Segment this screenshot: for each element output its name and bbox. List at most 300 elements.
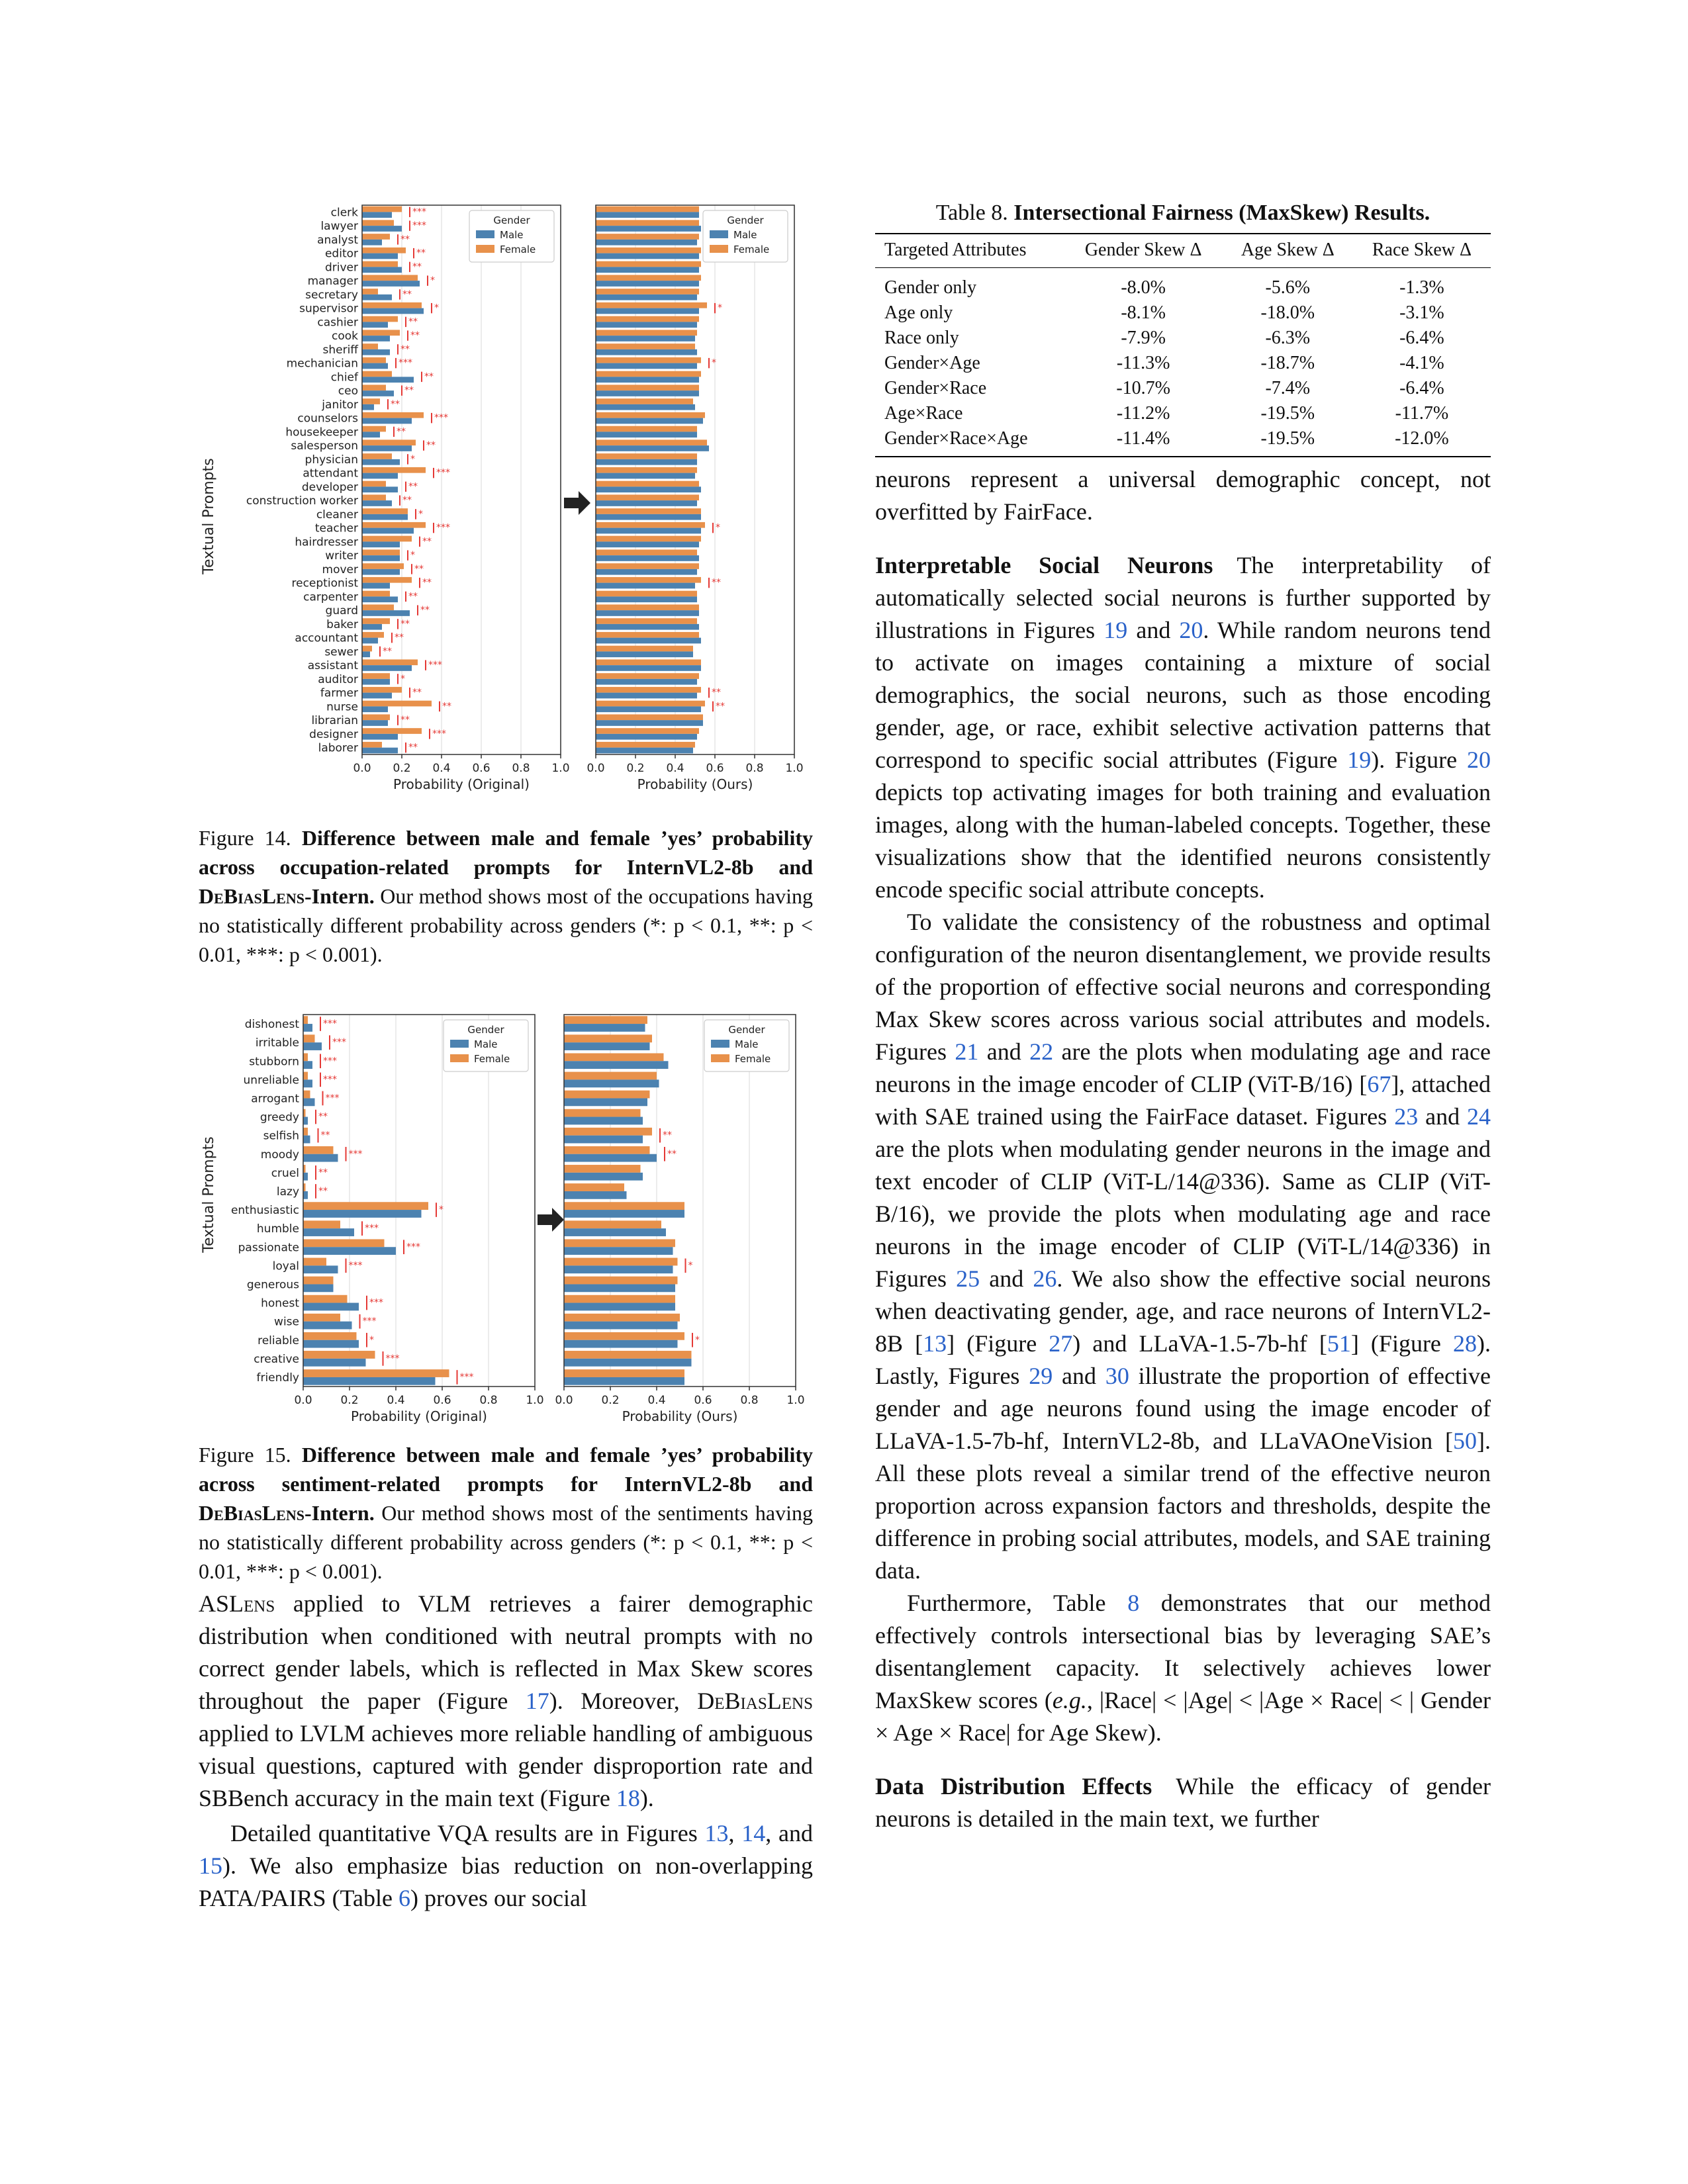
bar-female <box>596 385 699 390</box>
x-tick-label: 0.8 <box>479 1394 498 1407</box>
significance-stars: *** <box>406 1242 420 1253</box>
significance-stars: ** <box>395 632 404 643</box>
table-row <box>875 426 1491 457</box>
text-span: . While random neurons tend to activate on images containing a mixture of social demographics, the social neurons, such as those encoding gender, age, or race, exhibit selective activation patterns that correspond to specific social attributes (Figure <box>875 617 1491 773</box>
significance-stars: ** <box>397 426 406 437</box>
significance-stars: * <box>688 1260 693 1271</box>
legend-swatch <box>710 245 728 253</box>
text-span: ] (Figure <box>1350 1330 1454 1357</box>
text-span: are the plots when modulating gender neurons in the image and text encoder of CLIP (ViT-L/14@336). Same as CLIP (ViT-B/16), we provide the plots when modulating age and race neurons in the image encoder of CLIP (ViT-L/14@336) in Figures <box>875 1136 1491 1292</box>
significance-stars: ** <box>667 1148 677 1160</box>
bar-female <box>362 220 394 226</box>
significance-stars: ** <box>422 536 432 547</box>
paragraph <box>199 1817 813 1915</box>
text-span: depicts top activating images for both training and evaluation images, along with the human-labeled concepts. Together, these visualizations show that the identified neurons consistently encode specific social attribute concepts. <box>875 779 1491 903</box>
text-span: ]. All these plots reveal a similar trend of the effective neuron proportion across expansion factors and thresholds, despite the difference in probing social attributes, models, and SAE training data. <box>875 1428 1491 1584</box>
bar-male <box>303 1173 308 1181</box>
significance-stars: ** <box>412 261 422 273</box>
bar-male <box>564 1079 659 1087</box>
reference-link[interactable]: 67 <box>1367 1071 1391 1097</box>
bar-female <box>596 330 697 336</box>
table-cell: -6.3% <box>1265 328 1311 348</box>
x-tick-label: 0.4 <box>432 762 451 775</box>
significance-stars: ** <box>391 398 400 410</box>
table-cell: Gender×Race×Age <box>884 428 1028 449</box>
table-cell: -18.7% <box>1260 353 1315 373</box>
bar-male <box>564 1136 643 1144</box>
y-tick-label: designer <box>309 727 358 741</box>
bar-female <box>564 1295 675 1303</box>
reference-link[interactable]: 21 <box>955 1038 979 1065</box>
bar-female <box>564 1034 652 1042</box>
table-row <box>875 401 1491 426</box>
table-header-cell: Race Skew Δ <box>1372 240 1472 260</box>
bar-female <box>303 1314 340 1322</box>
bar-female <box>596 604 699 610</box>
y-tick-label: reliable <box>258 1334 299 1347</box>
text-span: ], attached with SAE trained using the FairFace dataset. Figures <box>875 1071 1491 1130</box>
bar-female <box>564 1109 641 1117</box>
significance-stars: ** <box>663 1130 672 1141</box>
reference-link[interactable]: 24 <box>1467 1103 1491 1130</box>
significance-stars: * <box>430 275 435 287</box>
bar-female <box>596 522 705 528</box>
reference-link[interactable]: 20 <box>1467 747 1491 773</box>
bar-female <box>362 289 378 295</box>
y-tick-label: mechanician <box>286 357 358 371</box>
y-tick-label: dishonest <box>244 1018 299 1032</box>
bar-male <box>303 1322 352 1330</box>
bar-female <box>596 467 697 473</box>
significance-stars: ** <box>320 1130 330 1141</box>
bar-male <box>362 240 382 246</box>
bar-female <box>362 343 378 349</box>
bar-female <box>596 316 699 322</box>
bar-male <box>596 349 697 355</box>
significance-stars: ** <box>383 646 392 657</box>
bar-male <box>303 1154 338 1162</box>
y-tick-label: writer <box>325 549 358 563</box>
bar-male <box>596 610 699 616</box>
y-tick-label: lazy <box>276 1185 299 1199</box>
bar-male <box>596 500 697 506</box>
y-tick-label: auditor <box>318 672 358 686</box>
y-tick-label: creative <box>254 1352 299 1366</box>
bar-female <box>303 1202 428 1210</box>
reference-link[interactable]: 14 <box>741 1820 766 1846</box>
y-tick-label: attendant <box>303 467 358 480</box>
table-cell: -4.1% <box>1399 353 1444 373</box>
table-row <box>875 376 1491 401</box>
bar-female <box>362 591 390 597</box>
y-tick-label: cook <box>332 330 358 343</box>
bar-male <box>303 1340 359 1348</box>
bar-female <box>596 220 699 226</box>
x-tick-label: 0.0 <box>586 762 605 775</box>
reference-link[interactable]: 8 <box>1127 1590 1140 1616</box>
reference-link[interactable]: 23 <box>1394 1103 1419 1130</box>
bar-female <box>596 248 701 253</box>
bar-female <box>596 577 701 583</box>
significance-stars: *** <box>323 1056 337 1067</box>
bar-male <box>303 1117 308 1125</box>
table-cell: -3.1% <box>1399 302 1444 323</box>
bar-female <box>362 673 390 679</box>
reference-link[interactable]: 17 <box>525 1688 549 1714</box>
bar-male <box>596 459 697 465</box>
x-axis-label: Probability (Original) <box>393 776 530 792</box>
y-tick-label: clerk <box>330 206 358 220</box>
bar-male <box>362 322 388 328</box>
bar-female <box>303 1351 375 1359</box>
bar-female <box>362 206 402 212</box>
significance-stars: ** <box>412 687 422 698</box>
y-axis-label: Textual Prompts <box>201 458 217 574</box>
significance-stars: *** <box>362 1316 377 1327</box>
bar-male <box>362 651 370 657</box>
bar-female <box>564 1220 661 1228</box>
significance-stars: *** <box>428 660 442 671</box>
significance-stars: ** <box>414 563 424 574</box>
table-cell: -12.0% <box>1395 428 1449 449</box>
bar-female <box>564 1128 652 1136</box>
significance-stars: ** <box>408 591 418 602</box>
legend-swatch <box>476 230 494 238</box>
x-tick-label: 0.8 <box>512 762 530 775</box>
bar-female <box>564 1202 684 1210</box>
paragraph <box>199 1588 813 1815</box>
bar-female <box>596 398 693 404</box>
bar-female <box>362 536 412 542</box>
bar-male <box>362 610 410 616</box>
bar-male <box>362 473 398 479</box>
bar-male <box>596 363 697 369</box>
bar-male <box>564 1359 692 1367</box>
table-cell: Gender only <box>884 277 977 298</box>
bar-male <box>362 624 382 630</box>
bar-male <box>564 1173 643 1181</box>
bar-female <box>362 481 386 487</box>
bar-male <box>596 473 695 479</box>
bar-female <box>596 591 697 597</box>
text-span: While the efficacy of gender neurons is detailed in the main text, we further <box>875 1773 1491 1832</box>
y-tick-label: baker <box>326 617 358 631</box>
legend-entry: Female <box>474 1053 510 1065</box>
bar-male <box>362 349 390 355</box>
bar-female <box>596 275 701 281</box>
significance-stars: * <box>695 1334 700 1345</box>
significance-stars: *** <box>332 1037 346 1048</box>
bar-female <box>564 1239 675 1247</box>
table-cell: -5.6% <box>1265 277 1311 298</box>
significance-stars: * <box>434 302 439 314</box>
bar-female <box>362 234 390 240</box>
significance-stars: *** <box>323 1019 337 1030</box>
y-tick-label: salesperson <box>291 439 358 453</box>
y-tick-label: generous <box>246 1278 299 1292</box>
method-name: DeBiasLens <box>199 884 305 908</box>
bar-female <box>596 563 699 569</box>
significance-stars: ** <box>400 618 410 629</box>
reference-link[interactable]: 19 <box>1347 747 1372 773</box>
legend-swatch <box>711 1040 729 1048</box>
significance-stars: ** <box>712 687 721 698</box>
right-column-text <box>875 463 1491 1835</box>
text-span: applied to LVLM achieves more reliable handling of ambiguous visual questions, captured with gender disproportion rate and SBBench accuracy in the main text (Figure <box>199 1720 813 1811</box>
y-tick-label: cashier <box>317 316 358 330</box>
bar-female <box>362 646 372 652</box>
legend-entry: Female <box>500 244 536 255</box>
bar-male <box>362 226 402 232</box>
text-span: The interpretability of automatically selected social neurons is further supported by illustrations in Figures <box>875 552 1491 643</box>
bar-male <box>362 281 420 287</box>
bar-male <box>362 583 390 589</box>
bar-female <box>596 659 701 665</box>
text-span: . We also show the effective social neurons when deactivating gender, age, and race neurons of InternVL2-8B [ <box>875 1265 1491 1357</box>
bar-female <box>596 687 701 693</box>
reference-link[interactable]: 13 <box>704 1820 729 1846</box>
significance-stars: ** <box>400 343 410 355</box>
significance-stars: * <box>712 357 716 369</box>
table-cell: Race only <box>884 328 959 348</box>
bar-male <box>362 541 400 547</box>
y-tick-label: driver <box>324 261 358 275</box>
caption-text: Our method shows most of the occupations having no statistically different probability across genders (*: p < 0.1, **: p < 0.01, ***: p < 0.001). <box>199 884 813 966</box>
paragraph <box>875 549 1491 906</box>
significance-stars: ** <box>410 330 420 341</box>
legend-entry: Female <box>735 1053 771 1065</box>
bar-female <box>303 1091 310 1099</box>
bar-male <box>362 514 408 520</box>
bar-female <box>303 1332 357 1340</box>
bar-female <box>596 357 701 363</box>
table-cell: -8.1% <box>1121 302 1166 323</box>
table-cell: Gender×Race <box>884 378 987 398</box>
bar-male <box>596 418 703 424</box>
bar-female <box>596 426 697 432</box>
significance-stars: ** <box>442 701 451 712</box>
bar-male <box>596 706 701 712</box>
bar-male <box>362 377 414 383</box>
legend-title: Gender <box>467 1024 504 1036</box>
bar-male <box>362 432 380 437</box>
reference-link[interactable]: 15 <box>199 1852 222 1879</box>
bar-male <box>564 1191 627 1199</box>
legend-entry: Male <box>735 1038 759 1050</box>
table-cell: -11.2% <box>1116 403 1170 424</box>
caption-title: Difference between male and female ’yes’ probability across sentiment-related prompts for InternVL2-8b and <box>199 1443 814 1496</box>
bar-female <box>362 357 386 363</box>
y-tick-label: carpenter <box>303 590 358 604</box>
bar-male <box>362 418 412 424</box>
table-cell: -7.4% <box>1265 378 1311 398</box>
text-span: Furthermore, Table <box>907 1590 1128 1616</box>
bar-female <box>303 1220 340 1228</box>
table-header-cell: Age Skew Δ <box>1241 240 1335 260</box>
bar-male <box>596 624 699 630</box>
bar-male <box>362 596 398 602</box>
bar-female <box>596 536 701 542</box>
bar-male <box>362 748 398 754</box>
caption-label: Figure 15. <box>199 1443 291 1467</box>
bar-male <box>564 1024 645 1032</box>
bar-male <box>596 445 709 451</box>
y-tick-label: cruel <box>271 1166 299 1180</box>
bar-male <box>596 267 699 273</box>
y-tick-label: passionate <box>238 1241 299 1255</box>
significance-stars: *** <box>434 412 448 424</box>
y-tick-label: sewer <box>324 645 358 659</box>
reference-link[interactable]: 30 <box>1105 1363 1129 1389</box>
reference-link[interactable]: 22 <box>1029 1038 1054 1065</box>
y-tick-label: teacher <box>314 522 358 535</box>
bar-male <box>564 1117 643 1125</box>
y-tick-label: librarian <box>311 714 358 728</box>
y-tick-label: janitor <box>322 398 358 412</box>
reference-link[interactable]: 18 <box>616 1785 640 1811</box>
reference-link[interactable]: 29 <box>1029 1363 1053 1389</box>
significance-stars: *** <box>325 1093 340 1104</box>
bar-male <box>362 665 412 671</box>
bar-male <box>596 212 699 218</box>
bar-male <box>596 308 699 314</box>
bar-male <box>303 1098 315 1106</box>
significance-stars: ** <box>402 495 412 506</box>
bar-female <box>362 687 402 693</box>
y-tick-label: housekeeper <box>285 426 358 439</box>
bar-male <box>596 720 703 726</box>
bar-male <box>362 734 398 740</box>
bar-male <box>596 528 701 534</box>
bar-female <box>596 508 701 514</box>
y-tick-label: moody <box>260 1148 299 1161</box>
bar-male <box>303 1303 359 1311</box>
significance-stars: * <box>718 302 722 314</box>
significance-stars: * <box>716 522 720 533</box>
bar-male <box>564 1210 684 1218</box>
table-cell: -11.4% <box>1116 428 1170 449</box>
chart-panel-ours <box>555 1015 804 1424</box>
legend-swatch <box>710 230 728 238</box>
table-cell: -18.0% <box>1260 302 1315 323</box>
bar-male <box>362 390 394 396</box>
reference-link[interactable]: 6 <box>399 1885 410 1911</box>
bar-male <box>596 295 697 300</box>
x-tick-label: 0.8 <box>740 1394 759 1407</box>
bar-female <box>564 1277 678 1285</box>
x-tick-label: 0.2 <box>393 762 411 775</box>
significance-stars: *** <box>432 728 446 739</box>
significance-stars: *** <box>369 1297 383 1308</box>
y-tick-label: humble <box>256 1222 299 1236</box>
y-tick-label: stubborn <box>249 1055 299 1069</box>
legend-title: Gender <box>728 1024 765 1036</box>
x-tick-label: 0.6 <box>472 762 491 775</box>
y-tick-label: greedy <box>259 1111 299 1124</box>
significance-stars: * <box>410 453 415 465</box>
reference-link[interactable]: 27 <box>1049 1330 1073 1357</box>
bar-male <box>596 693 697 699</box>
table-cell: -19.5% <box>1260 403 1315 424</box>
bar-female <box>362 728 422 734</box>
bar-male <box>596 583 695 589</box>
y-tick-label: selfish <box>263 1129 299 1143</box>
text-span: Detailed quantitative VQA results are in Figures <box>230 1820 705 1846</box>
bar-female <box>303 1239 385 1247</box>
bar-female <box>564 1165 641 1173</box>
bar-female <box>564 1314 680 1322</box>
bar-male <box>362 295 392 300</box>
y-tick-label: receptionist <box>291 576 358 590</box>
table-8 <box>875 199 1491 457</box>
bar-male <box>596 679 697 685</box>
bar-female <box>303 1128 308 1136</box>
y-tick-label: editor <box>324 247 358 261</box>
bar-female <box>596 494 699 500</box>
bar-female <box>596 439 707 445</box>
bar-male <box>596 651 693 657</box>
reference-link[interactable]: 51 <box>1327 1330 1351 1357</box>
significance-stars: *** <box>323 1074 337 1085</box>
x-axis-label: Probability (Ours) <box>622 1408 738 1424</box>
bar-male <box>362 569 400 575</box>
bar-male <box>303 1061 312 1069</box>
x-tick-label: 1.0 <box>786 1394 805 1407</box>
text-span: demonstrates that our method effectively controls intersectional bias by leveraging SAE’s disentanglement capacity. It selectively achieves lower MaxSkew scores ( <box>875 1590 1491 1713</box>
bar-female <box>564 1258 678 1266</box>
bar-female <box>596 714 703 720</box>
reference-link[interactable]: 20 <box>1179 617 1203 643</box>
bar-female <box>362 248 406 253</box>
reference-link[interactable]: 26 <box>1033 1265 1057 1292</box>
bar-male <box>303 1210 422 1218</box>
y-axis-label: Textual Prompts <box>201 1136 217 1253</box>
x-tick-label: 1.0 <box>526 1394 544 1407</box>
significance-stars: *** <box>436 467 450 478</box>
reference-link[interactable]: 19 <box>1103 617 1128 643</box>
reference-link[interactable]: 13 <box>923 1330 947 1357</box>
legend-entry: Male <box>474 1038 498 1050</box>
bar-male <box>596 390 699 396</box>
text-span: ). Figure <box>1371 747 1468 773</box>
bar-male <box>362 486 398 492</box>
text-span: ). We also emphasize bias reduction on non-overlapping PATA/PAIRS (Table <box>199 1852 813 1911</box>
y-tick-label: developer <box>301 480 358 494</box>
bar-male <box>596 748 693 754</box>
bar-male <box>303 1359 366 1367</box>
reference-link[interactable]: 50 <box>1453 1428 1477 1454</box>
method-name: DeBiasLens <box>199 1501 305 1525</box>
bar-female <box>564 1072 657 1080</box>
bar-male <box>596 281 699 287</box>
text-span: , <box>728 1820 742 1846</box>
bar-male <box>303 1228 354 1236</box>
y-tick-label: lawyer <box>320 220 358 234</box>
x-tick-label: 0.8 <box>745 762 764 775</box>
reference-link[interactable]: 28 <box>1453 1330 1477 1357</box>
significance-stars: *** <box>365 1223 379 1234</box>
text-span: ). Moreover, <box>549 1688 698 1714</box>
significance-stars: ** <box>424 371 434 383</box>
bar-female <box>362 385 386 390</box>
bar-female <box>362 412 424 418</box>
significance-stars: ** <box>408 742 418 753</box>
reference-link[interactable]: 25 <box>956 1265 980 1292</box>
bar-female <box>362 632 384 638</box>
y-tick-label: chief <box>330 371 358 385</box>
paragraph <box>875 906 1491 1587</box>
caption-title-end: -Intern. <box>304 1501 375 1525</box>
